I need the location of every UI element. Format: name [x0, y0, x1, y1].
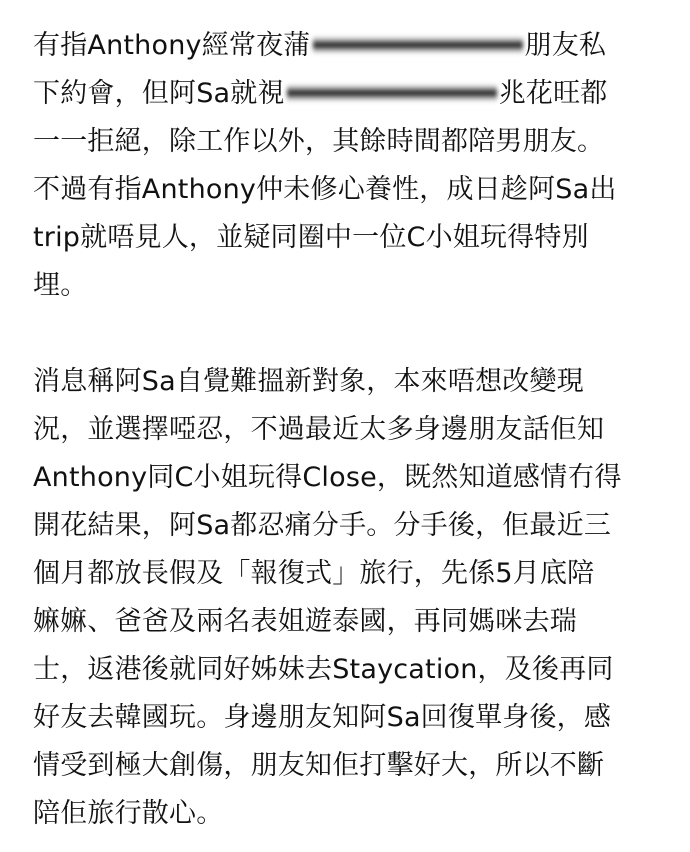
redaction-blur [287, 84, 497, 102]
text-line: 好友去韓國玩。身邊朋友知阿Sa回復單身後，感 [33, 702, 612, 733]
text-line: 一一拒絕，除工作以外，其餘時間都陪男朋友。 [33, 126, 605, 157]
text-segment: 兆花旺都 [498, 78, 608, 109]
text-segment: 下約會，但阿Sa就視 [33, 78, 285, 109]
text-line [33, 22, 665, 70]
text-line: 埋。 [33, 270, 88, 301]
text-line: 不過有指Anthony仲未修心養性，成日趁阿Sa出 [33, 174, 617, 205]
text-line: 士，返港後就同好姊妹去Staycation，及後再同 [33, 654, 614, 685]
text-line: 嫲嫲、爸爸及兩名表姐遊泰國，再同媽咪去瑞 [33, 606, 577, 637]
redaction-blur [313, 36, 523, 54]
text-segment: 朋友私 [524, 30, 607, 61]
text-line: Anthony同C小姐玩得Close，既然知道感情冇得 [33, 462, 622, 493]
text-line: trip就唔見人，並疑同圈中一位C小姐玩得特別 [33, 222, 589, 253]
text-line: 況，並選擇啞忍，不過最近太多身邊朋友話佢知 [33, 414, 605, 445]
text-line: 陪佢旅行散心。 [33, 798, 224, 829]
text-line [33, 70, 665, 118]
text-line: 開花結果，阿Sa都忍痛分手。分手後，佢最近三 [33, 510, 612, 541]
text-line: 情受到極大創傷，朋友知佢打擊好大，所以不斷 [33, 750, 605, 781]
paragraph-2 [33, 358, 665, 838]
text-line: 個月都放長假及「報復式」旅行，先係5月底陪 [33, 558, 595, 589]
paragraph-1 [33, 22, 665, 310]
text-segment: 有指Anthony經常夜蒲 [33, 30, 311, 61]
text-line: 消息稱阿Sa自覺難搵新對象，本來唔想改變現 [33, 366, 584, 397]
